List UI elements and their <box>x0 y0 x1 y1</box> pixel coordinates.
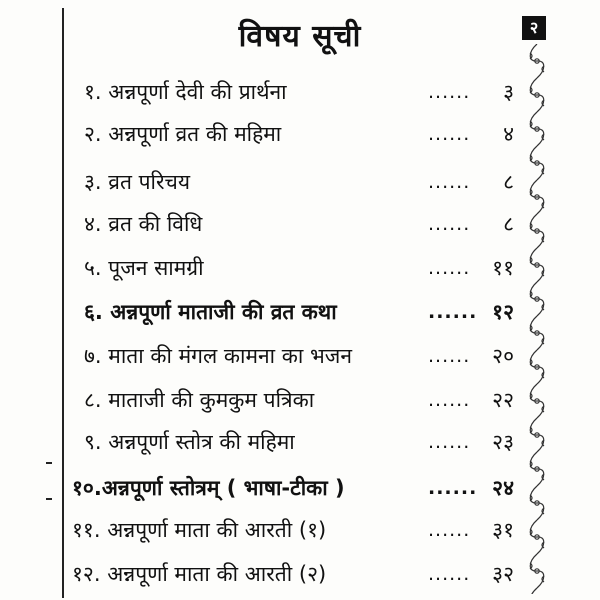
leader-dots: ...... <box>428 477 478 499</box>
leader-dots: ...... <box>428 431 471 453</box>
list-item <box>0 510 600 550</box>
entry-title: १२. अन्नपूर्णा माता की आरती (२) <box>72 562 327 586</box>
entry-page-number: ३१ <box>492 518 514 542</box>
page-title: विषय सूची <box>238 19 362 54</box>
entry-title: ४. व्रत की विधि <box>84 212 203 236</box>
leader-dots: ...... <box>428 213 471 235</box>
entry-page-number: २२ <box>492 388 514 412</box>
entry-title: ११. अन्नपूर्णा माता की आरती (१) <box>72 518 327 542</box>
entry-title: ७. माता की मंगल कामना का भजन <box>84 344 353 368</box>
entry-title: ५. पूजन सामग्री <box>84 256 204 280</box>
list-item <box>0 204 600 244</box>
list-item <box>0 248 600 288</box>
entry-page-number: १२ <box>492 300 514 324</box>
entry-title: ९. अन्नपूर्णा स्तोत्र की महिमा <box>84 430 295 454</box>
list-item <box>0 380 600 420</box>
leader-dots: ...... <box>428 257 471 279</box>
entry-page-number: ८ <box>503 212 514 236</box>
entry-page-number: ११ <box>492 256 514 280</box>
entry-title: १. अन्नपूर्णा देवी की प्रार्थना <box>84 80 287 104</box>
entry-page-number: २० <box>492 344 514 368</box>
leader-dots: ...... <box>428 171 471 193</box>
list-item <box>0 422 600 462</box>
entry-title: ३. व्रत परिचय <box>84 170 191 194</box>
leader-dots: ...... <box>428 81 471 103</box>
leader-dots: ...... <box>428 345 471 367</box>
entry-page-number: ३ <box>503 80 514 104</box>
leader-dots: ...... <box>428 301 478 323</box>
page-number-badge: २ <box>522 16 546 40</box>
leader-dots: ...... <box>428 123 471 145</box>
leader-dots: ...... <box>428 519 471 541</box>
list-item <box>0 468 600 508</box>
entry-page-number: ८ <box>503 170 514 194</box>
entry-title: १०.अन्नपूर्णा स्तोत्रम् ( भाषा-टीका ) <box>72 476 345 500</box>
entry-title: २. अन्नपूर्णा व्रत की महिमा <box>84 122 282 146</box>
list-item <box>0 336 600 376</box>
list-item <box>0 114 600 154</box>
list-item <box>0 72 600 112</box>
entry-title: ६. अन्नपूर्णा माताजी की व्रत कथा <box>84 300 337 324</box>
entry-title: ८. माताजी की कुमकुम पत्रिका <box>84 388 315 412</box>
entry-page-number: ३२ <box>492 562 514 586</box>
list-item <box>0 162 600 202</box>
entry-page-number: २४ <box>492 476 514 500</box>
list-item <box>0 554 600 594</box>
leader-dots: ...... <box>428 563 471 585</box>
leader-dots: ...... <box>428 389 471 411</box>
entry-page-number: २३ <box>492 430 514 454</box>
margin-tick-mark <box>46 462 52 464</box>
list-item <box>0 292 600 332</box>
entry-page-number: ४ <box>503 122 514 146</box>
